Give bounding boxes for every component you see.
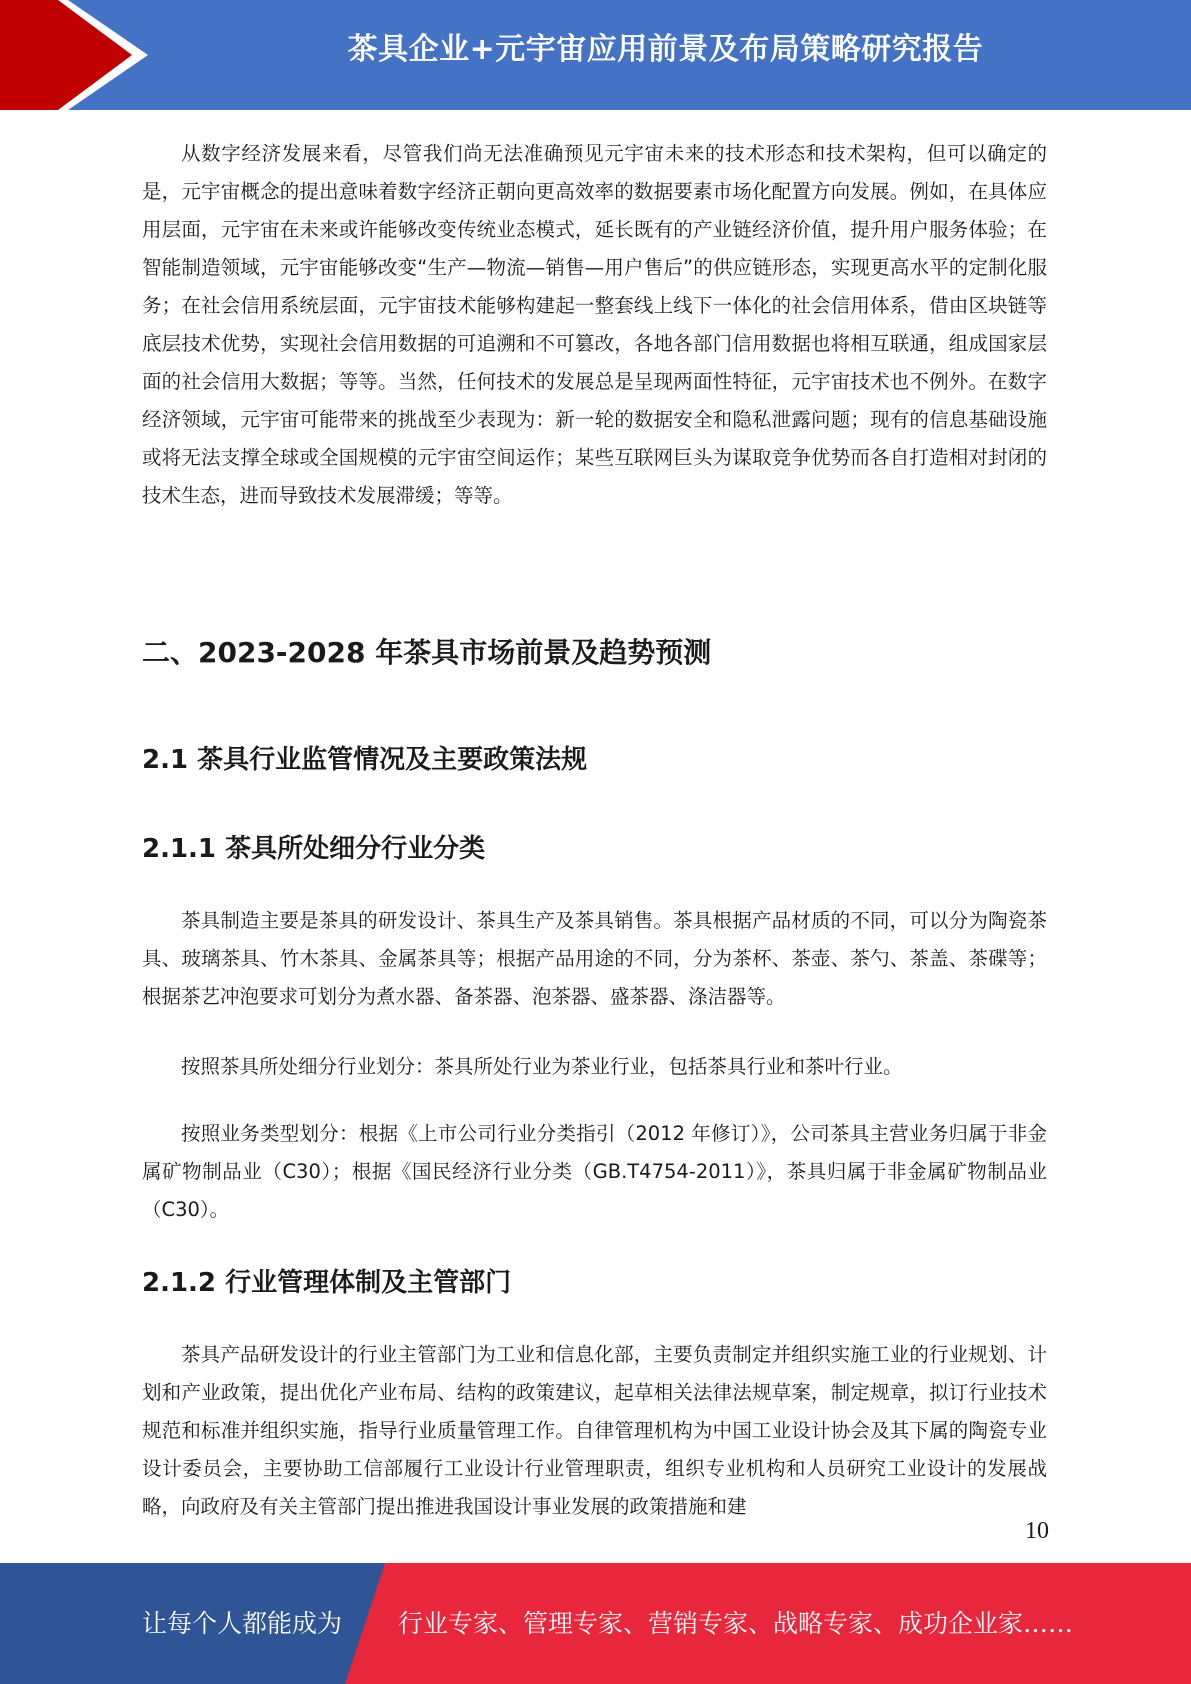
red-arrow-icon <box>0 0 150 110</box>
sub1-paragraph-3: 按照业务类型划分：根据《上市公司行业分类指引（2012 年修订）》，公司茶具主营业务归属于非金属矿物制品业（C30）；根据《国民经济行业分类（GB.T4754-2011）》，茶具归属于非金属矿物制品业（C30）。 <box>142 1122 1047 1221</box>
sub1-paragraph-2: 按照茶具所处细分行业划分：茶具所处行业为茶业行业，包括茶具行业和茶叶行业。 <box>181 1055 903 1078</box>
intro-section <box>142 135 1047 515</box>
page-number: 10 <box>1025 1518 1049 1544</box>
sub-heading-2-1-2: 2.1.2 行业管理体制及主管部门 <box>142 1268 512 1298</box>
sub2-paragraph: 茶具产品研发设计的行业主管部门为工业和信息化部，主要负责制定并组织实施工业的行业规划、计划和产业政策，提出优化产业布局、结构的政策建议，起草相关法律法规草案，制定规章，拟订行业技术规范和标准并组织实施，指导行业质量管理工作。自律管理机构为中国工业设计协会及其下属的陶瓷专业设计委员会，主要协助工信部履行工业设计行业管理职责，组织专业机构和人员研究工业设计的发展战略，向政府及有关主管部门提出推进我国设计事业发展的政策措施和建 <box>142 1343 1047 1518</box>
report-title: 茶具企业+元宇宙应用前景及布局策略研究报告 <box>347 32 984 67</box>
sub1-body-3 <box>142 1115 1047 1229</box>
subsection-heading: 2.1 茶具行业监管情况及主要政策法规 <box>142 745 588 775</box>
sub2-body <box>142 1336 1047 1526</box>
section-heading: 二、2023-2028 年茶具市场前景及趋势预测 <box>142 636 712 669</box>
page-header <box>0 0 1191 110</box>
sub-heading-2-1-1: 2.1.1 茶具所处细分行业分类 <box>142 834 486 864</box>
page-footer <box>0 1563 1191 1684</box>
intro-paragraph: 从数字经济发展来看，尽管我们尚无法准确预见元宇宙未来的技术形态和技术架构，但可以确定的是，元宇宙概念的提出意味着数字经济正朝向更高效率的数据要素市场化配置方向发展。例如，在具体应用层面，元宇宙在未来或许能够改变传统业态模式，延长既有的产业链经济价值，提升用户服务体验；在智能制造领域，元宇宙能够改变“生产—物流—销售—用户售后”的供应链形态，实现更高水平的定制化服务；在社会信用系统层面，元宇宙技术能够构建起一整套线上线下一体化的社会信用体系，借由区块链等底层技术优势，实现社会信用数据的可追溯和不可篡改，各地各部门信用数据也将相互联通，组成国家层面的社会信用大数据；等等。当然，任何技术的发展总是呈现两面性特征，元宇宙技术也不例外。在数字经济领域，元宇宙可能带来的挑战至少表现为：新一轮的数据安全和隐私泄露问题；现有的信息基础设施或将无法支撑全球或全国规模的元宇宙空间运作；某些互联网巨头为谋取竞争优势而各自打造相对封闭的技术生态，进而导致技术发展滞缓；等等。 <box>142 142 1047 507</box>
footer-slogan-right: 行业专家、管理专家、营销专家、战略专家、成功企业家…… <box>398 1609 1074 1638</box>
sub1-paragraph-1: 茶具制造主要是茶具的研发设计、茶具生产及茶具销售。茶具根据产品材质的不同，可以分为陶瓷茶具、玻璃茶具、竹木茶具、金属茶具等；根据产品用途的不同，分为茶杯、茶壶、茶勺、茶盖、茶碟等；根据茶艺冲泡要求可划分为煮水器、备茶器、泡茶器、盛茶器、涤洁器等。 <box>142 909 1047 1008</box>
sub1-body-2 <box>142 1048 1047 1086</box>
footer-slogan-left: 让每个人都能成为 <box>142 1609 343 1638</box>
sub1-body <box>142 902 1047 1016</box>
